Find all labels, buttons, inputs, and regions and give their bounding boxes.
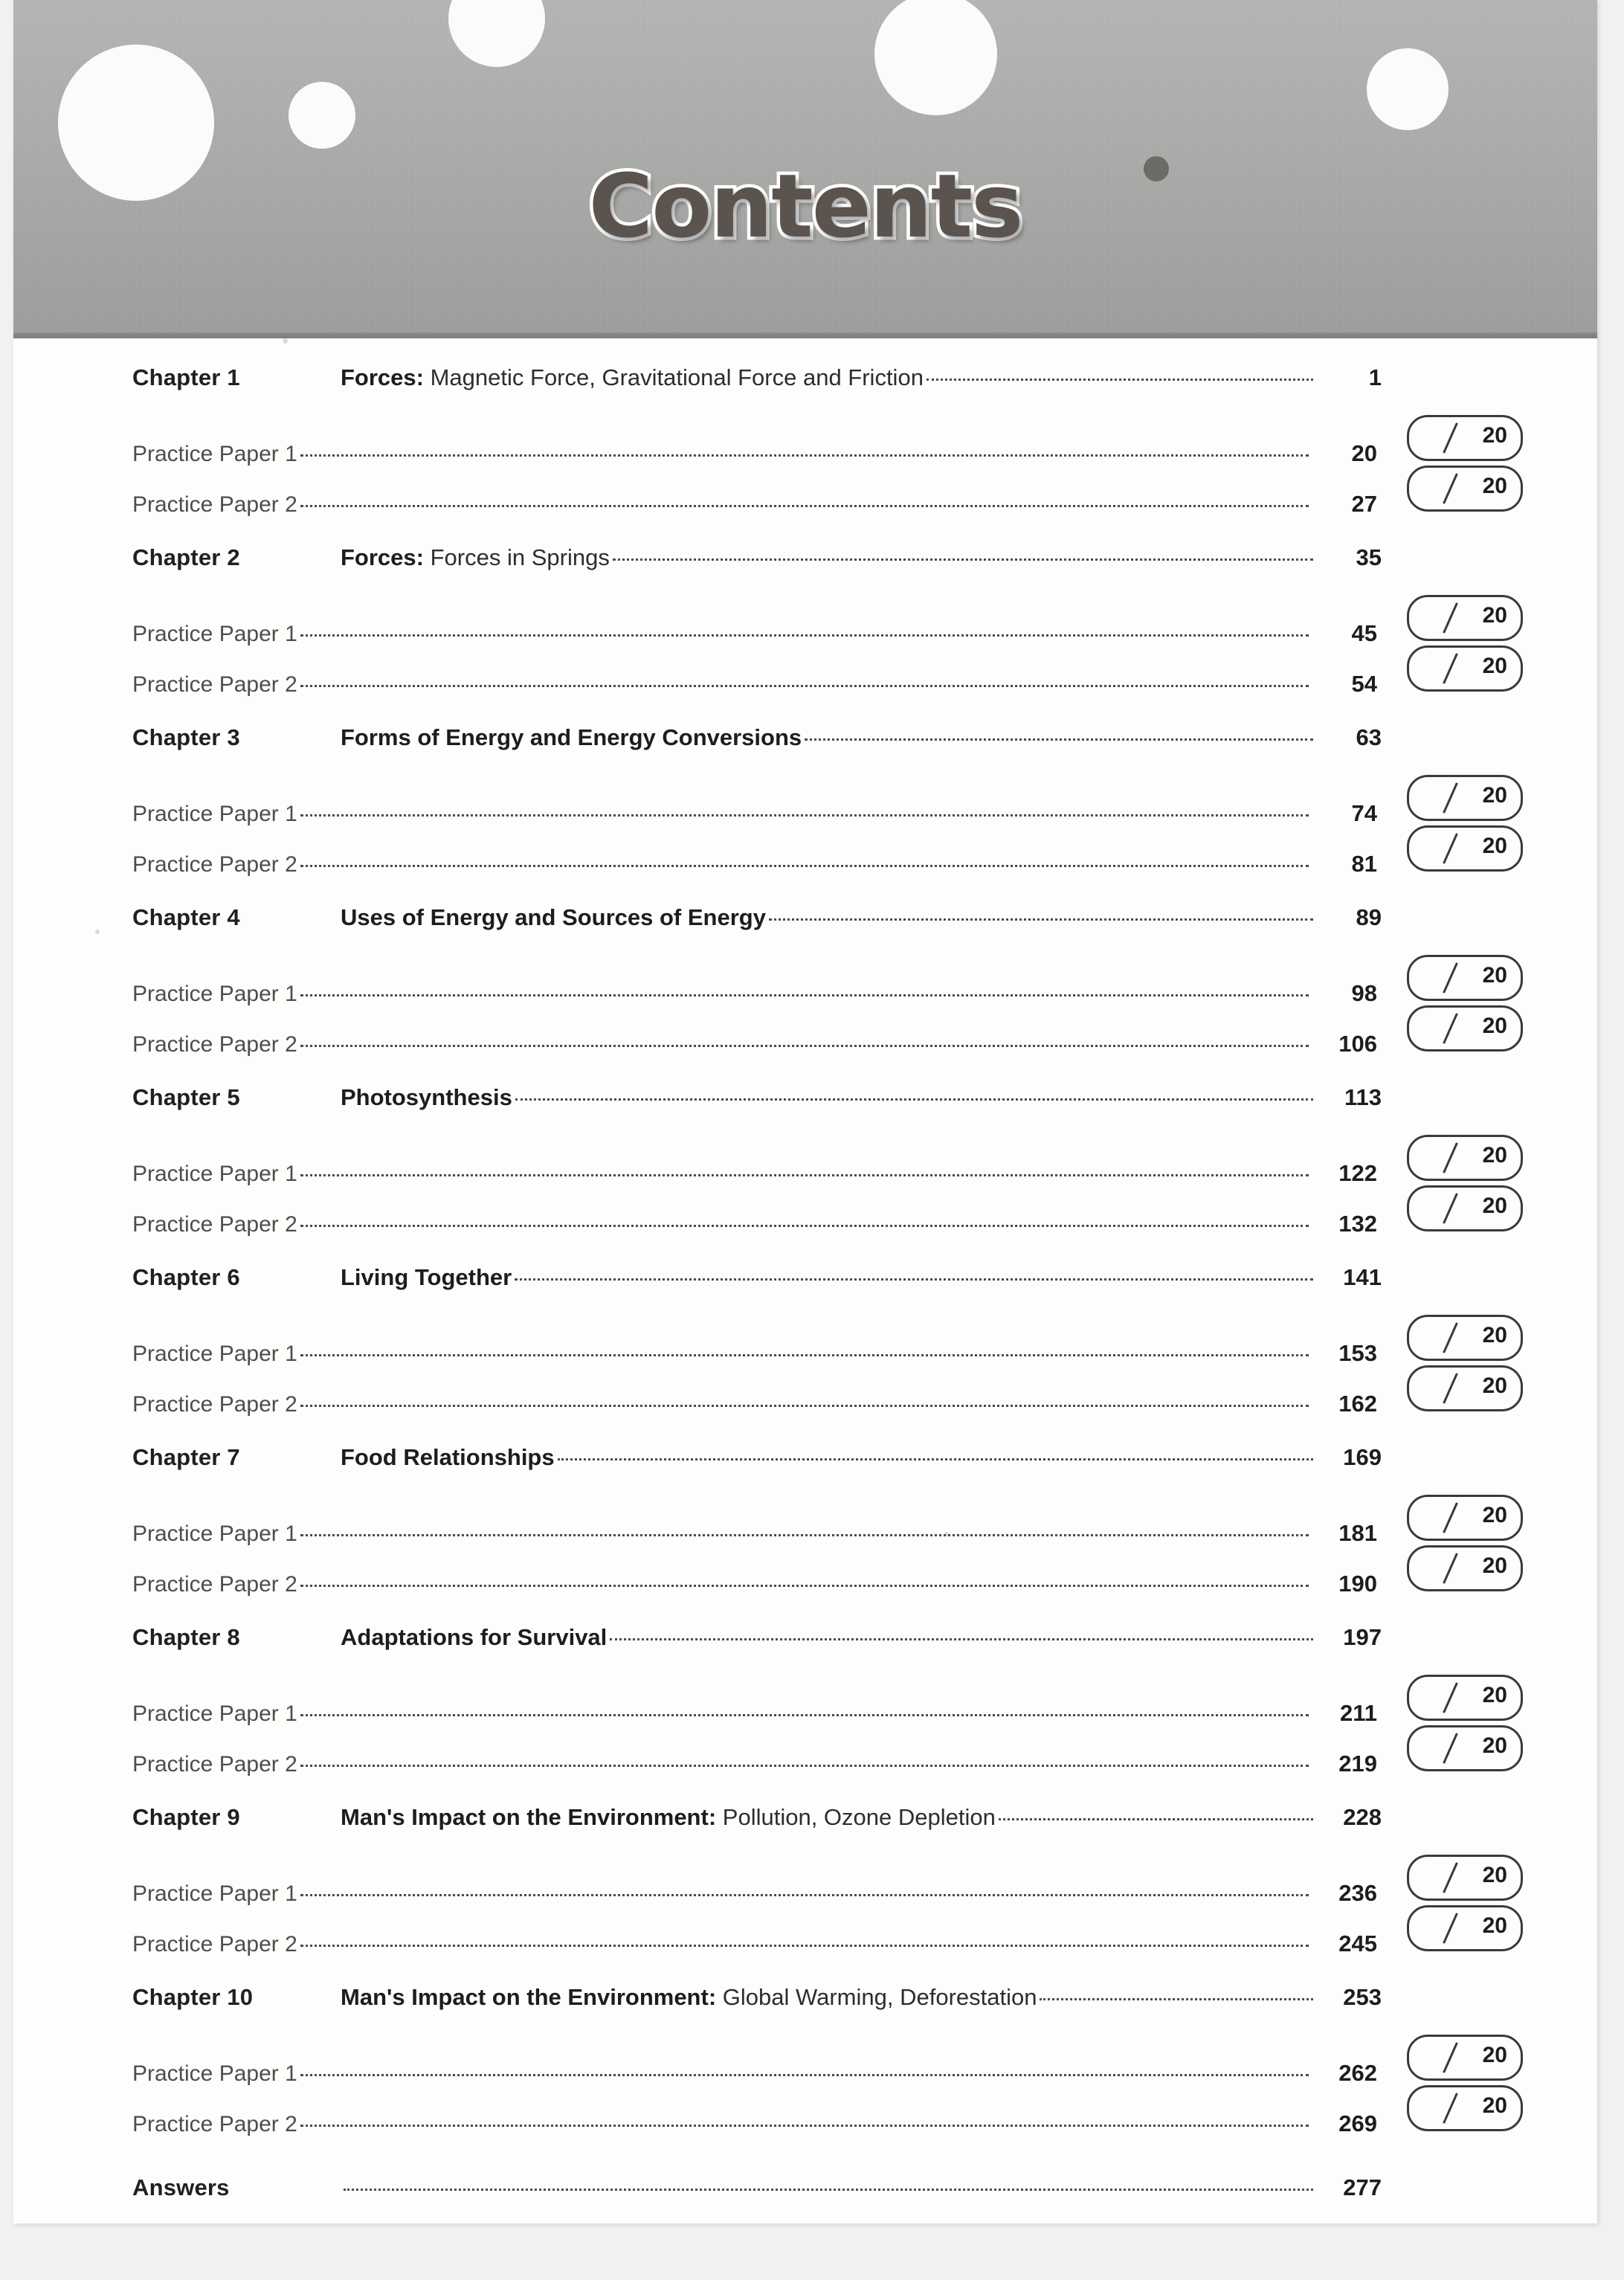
- chapter-title-main: Man's Impact on the Environment:: [341, 1984, 717, 2010]
- score-entry-box[interactable]: [1407, 825, 1523, 872]
- practice-paper-label: Practice Paper 1: [132, 1701, 297, 1726]
- score-total: 20: [1482, 783, 1507, 808]
- chapter-page-number: 197: [1343, 1624, 1382, 1650]
- leader-dots: [300, 2073, 1309, 2076]
- practice-paper-page-number: 54: [1351, 671, 1377, 697]
- toc-group: [132, 1264, 1523, 1416]
- leader-dots: [300, 684, 1309, 687]
- slash-icon: [1443, 473, 1458, 503]
- score-entry-box[interactable]: [1407, 415, 1523, 461]
- leader-dots: [610, 1637, 1313, 1640]
- leader-dots: [300, 1224, 1309, 1227]
- chapter-title: [341, 1264, 512, 1291]
- chapter-page-number: 63: [1356, 724, 1382, 750]
- leader-dots: [300, 504, 1309, 507]
- chapter-label: Chapter 7: [132, 1444, 240, 1470]
- practice-paper-page-number: 122: [1338, 1160, 1377, 1186]
- chapter-title: [341, 904, 766, 931]
- contents-banner: [13, 0, 1597, 338]
- decor-bubble: [289, 82, 355, 149]
- toc-chapter-row[interactable]: [132, 1984, 1523, 2035]
- leader-dots: [300, 1764, 1309, 1767]
- practice-paper-page-number: 190: [1338, 1571, 1377, 1597]
- slash-icon: [1443, 1733, 1458, 1763]
- toc-practice-paper-row[interactable]: [132, 1005, 1523, 1056]
- chapter-title: [341, 724, 802, 751]
- practice-paper-label: Practice Paper 1: [132, 442, 297, 466]
- toc-group: [132, 1804, 1523, 1956]
- chapter-title: [341, 1624, 607, 1651]
- chapter-label: Chapter 3: [132, 724, 240, 750]
- leader-dots: [300, 1893, 1309, 1896]
- chapter-title-main: Adaptations for Survival: [341, 1624, 608, 1650]
- score-total: 20: [1482, 963, 1507, 988]
- leader-dots: [805, 738, 1313, 741]
- practice-paper-page-number: 45: [1351, 620, 1377, 646]
- slash-icon: [1443, 1862, 1458, 1893]
- practice-paper-label: Practice Paper 1: [132, 802, 297, 826]
- score-total: 20: [1482, 1143, 1507, 1168]
- toc-practice-paper-row[interactable]: [132, 1135, 1523, 1185]
- score-total: 20: [1482, 2093, 1507, 2118]
- practice-paper-label: Practice Paper 2: [132, 2112, 297, 2136]
- practice-paper-label: Practice Paper 1: [132, 1342, 297, 1366]
- score-entry-box[interactable]: [1407, 645, 1523, 692]
- slash-icon: [1443, 653, 1458, 683]
- score-entry-box[interactable]: [1407, 1365, 1523, 1411]
- score-total: 20: [1482, 1913, 1507, 1938]
- toc-practice-paper-row[interactable]: [132, 1315, 1523, 1365]
- chapter-title-main: Man's Impact on the Environment:: [341, 1804, 717, 1830]
- toc-chapter-row[interactable]: [132, 1804, 1523, 1855]
- score-entry-box[interactable]: [1407, 1185, 1523, 1231]
- toc-practice-paper-row[interactable]: [132, 955, 1523, 1005]
- practice-paper-page-number: 106: [1338, 1031, 1377, 1057]
- chapter-page-number: 169: [1343, 1444, 1382, 1470]
- chapter-label: Chapter 9: [132, 1804, 240, 1830]
- practice-paper-label: Practice Paper 2: [132, 1752, 297, 1777]
- banner-edge: [13, 332, 1597, 338]
- toc-practice-paper-row[interactable]: [132, 595, 1523, 645]
- leader-dots: [300, 1353, 1309, 1356]
- practice-paper-page-number: 245: [1338, 1930, 1377, 1957]
- chapter-label: Chapter 5: [132, 1084, 240, 1110]
- slash-icon: [1443, 422, 1458, 453]
- leader-dots: [300, 864, 1309, 867]
- toc-practice-paper-row[interactable]: [132, 1725, 1523, 1776]
- score-entry-box[interactable]: [1407, 955, 1523, 1001]
- slash-icon: [1443, 1322, 1458, 1353]
- practice-paper-page-number: 153: [1338, 1340, 1377, 1366]
- chapter-title-main: Living Together: [341, 1264, 512, 1290]
- chapter-title: [341, 364, 924, 391]
- practice-paper-page-number: 262: [1338, 2060, 1377, 2086]
- practice-paper-label: Practice Paper 1: [132, 982, 297, 1006]
- score-entry-box[interactable]: [1407, 1725, 1523, 1771]
- slash-icon: [1443, 1682, 1458, 1713]
- answers-label: Answers: [132, 2174, 230, 2200]
- leader-dots: [300, 1713, 1309, 1716]
- leader-dots: [300, 1944, 1309, 1947]
- chapter-title: [341, 544, 610, 571]
- score-total: 20: [1482, 1014, 1507, 1038]
- toc-practice-paper-row[interactable]: [132, 2085, 1523, 2136]
- toc-group: [132, 1444, 1523, 1596]
- scan-speck: [283, 338, 288, 344]
- score-total: 20: [1482, 2043, 1507, 2067]
- chapter-title: [341, 1084, 512, 1111]
- toc-group: [132, 544, 1523, 696]
- toc-practice-paper-row[interactable]: [132, 466, 1523, 516]
- slash-icon: [1443, 2042, 1458, 2073]
- leader-dots: [300, 634, 1309, 637]
- toc-practice-paper-row[interactable]: [132, 1905, 1523, 1956]
- practice-paper-label: Practice Paper 2: [132, 672, 297, 697]
- score-total: 20: [1482, 834, 1507, 858]
- chapter-title-sub: Magnetic Force, Gravitational Force and Friction: [430, 364, 924, 390]
- practice-paper-label: Practice Paper 1: [132, 1521, 297, 1546]
- score-total: 20: [1482, 1374, 1507, 1398]
- practice-paper-label: Practice Paper 2: [132, 852, 297, 877]
- practice-paper-label: Practice Paper 2: [132, 1572, 297, 1597]
- table-of-contents: [132, 364, 1523, 2225]
- practice-paper-page-number: 81: [1351, 851, 1377, 877]
- score-total: 20: [1482, 1553, 1507, 1578]
- toc-practice-paper-row[interactable]: [132, 1495, 1523, 1545]
- score-total: 20: [1482, 1194, 1507, 1218]
- leader-dots: [300, 1404, 1309, 1407]
- leader-dots: [769, 918, 1313, 921]
- practice-paper-page-number: 162: [1338, 1391, 1377, 1417]
- score-entry-box[interactable]: [1407, 1675, 1523, 1721]
- leader-dots: [515, 1098, 1313, 1101]
- slash-icon: [1443, 1913, 1458, 1943]
- toc-group: [132, 1624, 1523, 1776]
- chapter-label: Chapter 4: [132, 904, 240, 930]
- practice-paper-page-number: 132: [1338, 1211, 1377, 1237]
- score-entry-box[interactable]: [1407, 1855, 1523, 1901]
- page-title: Contents: [588, 155, 1022, 257]
- practice-paper-label: Practice Paper 1: [132, 2061, 297, 2086]
- slash-icon: [1443, 602, 1458, 633]
- toc-practice-paper-row[interactable]: [132, 645, 1523, 696]
- toc-chapter-row[interactable]: [132, 364, 1523, 415]
- leader-dots: [300, 1584, 1309, 1587]
- practice-paper-label: Practice Paper 2: [132, 1392, 297, 1417]
- slash-icon: [1443, 2093, 1458, 2123]
- practice-paper-page-number: 219: [1338, 1751, 1377, 1777]
- chapter-page-number: 35: [1356, 544, 1382, 570]
- chapter-label: Chapter 6: [132, 1264, 240, 1290]
- slash-icon: [1443, 1193, 1458, 1223]
- slash-icon: [1443, 833, 1458, 863]
- toc-chapter-row[interactable]: [132, 1444, 1523, 1495]
- leader-dots: [300, 2124, 1309, 2127]
- practice-paper-page-number: 27: [1351, 491, 1377, 517]
- practice-paper-page-number: 74: [1351, 800, 1377, 826]
- toc-practice-paper-row[interactable]: [132, 825, 1523, 876]
- practice-paper-label: Practice Paper 2: [132, 492, 297, 517]
- chapter-page-number: 253: [1343, 1984, 1382, 2010]
- chapter-label: Chapter 10: [132, 1984, 254, 2010]
- chapter-label: Chapter 1: [132, 364, 240, 390]
- score-entry-box[interactable]: [1407, 466, 1523, 512]
- leader-dots: [300, 1533, 1309, 1536]
- slash-icon: [1443, 962, 1458, 993]
- toc-chapter-row[interactable]: [132, 544, 1523, 595]
- leader-dots: [613, 558, 1313, 561]
- slash-icon: [1443, 1142, 1458, 1173]
- score-entry-box[interactable]: [1407, 1495, 1523, 1541]
- toc-practice-paper-row[interactable]: [132, 775, 1523, 825]
- chapter-page-number: 1: [1368, 364, 1382, 390]
- leader-dots: [558, 1458, 1313, 1461]
- practice-paper-page-number: 236: [1338, 1880, 1377, 1906]
- leader-dots: [344, 2188, 1313, 2191]
- leader-dots: [515, 1278, 1313, 1281]
- toc-practice-paper-row[interactable]: [132, 1185, 1523, 1236]
- decor-bubble: [874, 0, 997, 115]
- practice-paper-label: Practice Paper 2: [132, 1032, 297, 1057]
- toc-chapter-row[interactable]: [132, 904, 1523, 955]
- chapter-title-main: Forces:: [341, 544, 424, 570]
- score-entry-box[interactable]: [1407, 595, 1523, 641]
- score-entry-box[interactable]: [1407, 1315, 1523, 1361]
- leader-dots: [927, 378, 1313, 381]
- chapter-page-number: 89: [1356, 904, 1382, 930]
- score-entry-box[interactable]: [1407, 1545, 1523, 1591]
- practice-paper-label: Practice Paper 1: [132, 1881, 297, 1906]
- slash-icon: [1443, 782, 1458, 813]
- slash-icon: [1443, 1502, 1458, 1533]
- practice-paper-label: Practice Paper 1: [132, 622, 297, 646]
- slash-icon: [1443, 1553, 1458, 1583]
- toc-chapter-row[interactable]: [132, 1264, 1523, 1315]
- toc-group: [132, 904, 1523, 1056]
- chapter-title-main: Forces:: [341, 364, 424, 390]
- leader-dots: [300, 814, 1309, 817]
- toc-practice-paper-row[interactable]: [132, 1855, 1523, 1905]
- chapter-page-number: 141: [1343, 1264, 1382, 1290]
- chapter-title: [341, 1444, 555, 1471]
- chapter-title-main: Forms of Energy and Energy Conversions: [341, 724, 802, 750]
- toc-chapter-row[interactable]: [132, 724, 1523, 775]
- chapter-label: Chapter 8: [132, 1624, 240, 1650]
- score-total: 20: [1482, 603, 1507, 628]
- practice-paper-page-number: 20: [1351, 440, 1377, 466]
- practice-paper-label: Practice Paper 2: [132, 1212, 297, 1237]
- score-total: 20: [1482, 1683, 1507, 1707]
- chapter-title-main: Photosynthesis: [341, 1084, 512, 1110]
- slash-icon: [1443, 1373, 1458, 1403]
- score-total: 20: [1482, 654, 1507, 678]
- slash-icon: [1443, 1013, 1458, 1043]
- chapter-title-main: Food Relationships: [341, 1444, 555, 1470]
- toc-chapter-row[interactable]: [132, 1084, 1523, 1135]
- toc-group: [132, 364, 1523, 516]
- leader-dots: [300, 454, 1309, 457]
- leader-dots: [999, 1817, 1313, 1820]
- practice-paper-page-number: 211: [1339, 1700, 1377, 1726]
- toc-practice-paper-row[interactable]: [132, 1675, 1523, 1725]
- score-entry-box[interactable]: [1407, 1135, 1523, 1181]
- toc-group: [132, 1984, 1523, 2136]
- score-total: 20: [1482, 1503, 1507, 1527]
- chapter-page-number: 228: [1343, 1804, 1382, 1830]
- leader-dots: [300, 1044, 1309, 1047]
- score-entry-box[interactable]: [1407, 1005, 1523, 1052]
- score-total: 20: [1482, 423, 1507, 448]
- leader-dots: [1040, 1997, 1313, 2000]
- practice-paper-page-number: 98: [1351, 980, 1377, 1006]
- chapter-title: [341, 1984, 1037, 2011]
- score-entry-box[interactable]: [1407, 2085, 1523, 2131]
- toc-practice-paper-row[interactable]: [132, 415, 1523, 466]
- leader-dots: [300, 994, 1309, 996]
- toc-answers-row[interactable]: [132, 2174, 1523, 2225]
- score-entry-box[interactable]: [1407, 775, 1523, 821]
- practice-paper-page-number: 181: [1338, 1520, 1377, 1546]
- chapter-title-main: Uses of Energy and Sources of Energy: [341, 904, 766, 930]
- answers-page-number: 277: [1343, 2174, 1382, 2200]
- chapter-title-sub: Pollution, Ozone Depletion: [722, 1804, 996, 1830]
- toc-practice-paper-row[interactable]: [132, 1365, 1523, 1416]
- score-total: 20: [1482, 1733, 1507, 1758]
- score-total: 20: [1482, 1863, 1507, 1887]
- toc-chapter-row[interactable]: [132, 1624, 1523, 1675]
- practice-paper-label: Practice Paper 1: [132, 1162, 297, 1186]
- scan-speck: [95, 930, 100, 934]
- score-entry-box[interactable]: [1407, 1905, 1523, 1951]
- practice-paper-page-number: 269: [1338, 2110, 1377, 2136]
- score-total: 20: [1482, 1323, 1507, 1347]
- score-entry-box[interactable]: [1407, 2035, 1523, 2081]
- chapter-title-sub: Global Warming, Deforestation: [722, 1984, 1037, 2010]
- chapter-page-number: 113: [1344, 1084, 1382, 1110]
- leader-dots: [300, 1173, 1309, 1176]
- chapter-title: [341, 1804, 996, 1831]
- toc-practice-paper-row[interactable]: [132, 1545, 1523, 1596]
- practice-paper-label: Practice Paper 2: [132, 1932, 297, 1957]
- decor-bubble: [448, 0, 545, 67]
- decor-bubble: [1367, 48, 1449, 130]
- chapter-title-sub: Forces in Springs: [430, 544, 610, 570]
- toc-practice-paper-row[interactable]: [132, 2035, 1523, 2085]
- toc-group: [132, 1084, 1523, 1236]
- chapter-label: Chapter 2: [132, 544, 240, 570]
- toc-group: [132, 724, 1523, 876]
- score-total: 20: [1482, 474, 1507, 498]
